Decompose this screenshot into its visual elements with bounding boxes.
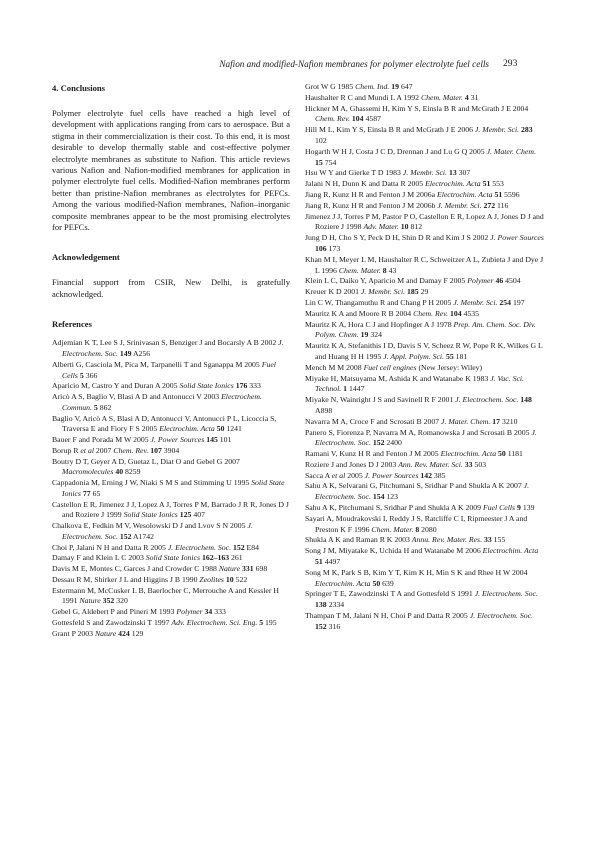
reference-text: 123 (384, 492, 399, 502)
reference-text: 254 (499, 297, 512, 307)
reference-text: 152 (372, 438, 385, 448)
reference-text: 107 (150, 445, 162, 455)
reference-text: 46 (495, 276, 504, 286)
reference-text: J. Vac. Sci. Technol. (315, 373, 524, 394)
reference-text: 324 (368, 330, 382, 340)
reference-entry (305, 93, 544, 104)
reference-text: J. Mater. Chem. (441, 416, 491, 426)
reference-text: 522 (233, 574, 248, 584)
reference-text: Grant P 2003 (52, 628, 95, 638)
page-number: 293 (503, 58, 518, 69)
reference-text: 50 (216, 424, 225, 434)
reference-text: A898 (315, 405, 333, 415)
reference-text: J. Appl. Polym. Sci. (383, 351, 445, 361)
reference-text: Chem. Mater. (371, 524, 414, 534)
reference-text: A1742 (131, 531, 155, 541)
reference-text: Chalkova E, Fedkin M V, Wesolowski D J and Lvov S N 2005 (52, 521, 248, 531)
reference-entry (305, 168, 544, 179)
reference-text: 51 (494, 189, 503, 199)
reference-text: 19 (360, 330, 369, 340)
reference-text: 4 (464, 92, 469, 102)
reference-text: 152 (232, 542, 245, 552)
reference-text: Macromolecules (62, 467, 114, 477)
reference-text: 5 (79, 370, 84, 380)
reference-text: Jiang R, Kunz H R and Fenton J M 2006b (305, 200, 438, 210)
reference-text: Aricò A S, Baglio V, Blasi A D and Antonucci V 2003 (52, 392, 222, 402)
reference-text: Chem. Mater. (338, 265, 381, 275)
reference-text: 181 (453, 351, 468, 361)
reference-text: J. Electrochem. Soc. (315, 481, 530, 502)
acknowledgement-paragraph: Financial support from CSIR, New Delhi, is gratefully acknowledged. (52, 277, 290, 299)
reference-text: Miyake H, Matsuyama M, Ashida K and Watanabe K 1983 (305, 373, 491, 383)
reference-text: Gebel G, Aldebert P and Pineri M 1993 (52, 607, 177, 617)
reference-entry (305, 104, 544, 126)
reference-text: 29 (418, 287, 429, 297)
reference-text: 34 (204, 607, 213, 617)
acknowledgement-heading: Acknowledgement (52, 252, 120, 263)
reference-text: Kreuer K D 2001 (305, 287, 361, 297)
reference-text: 173 (326, 243, 341, 253)
reference-text: 40 (115, 467, 124, 477)
reference-text: Shukla A K and Raman R K 2003 (305, 535, 412, 545)
reference-text: 366 (83, 370, 98, 380)
reference-text: Khan M I, Meyer L M, Haushalter R C, Schweitzer A L, Zubieta J and Dye J L 1996 (305, 254, 544, 275)
reference-entry (305, 125, 544, 147)
reference-text: Castellon E R, Jimenez J J, Lopez A J, Torres P M, Barrado J R R, Jones D J and Roziere J 1999 (52, 499, 289, 520)
reference-text: Jung D H, Cho S Y, Peck D H, Shin D R and Kim J S 2002 (305, 233, 491, 243)
reference-entry (52, 414, 290, 436)
reference-entry (52, 435, 290, 446)
reference-text: 116 (495, 200, 509, 210)
reference-text: Chem. Ind. (355, 82, 390, 91)
reference-entry (52, 360, 290, 382)
reference-text: Sacca A (305, 470, 332, 480)
reference-text: 129 (129, 628, 144, 638)
reference-text: J. Membr. Sci. (402, 168, 447, 178)
reference-entry (305, 147, 544, 169)
reference-entry (52, 338, 290, 360)
reference-entry (305, 460, 544, 471)
reference-text: Mauritz K A, Hora C J and Hopfinger A J 1978 (305, 319, 454, 329)
reference-text: 812 (408, 222, 423, 232)
reference-list-left (52, 338, 290, 639)
reference-entry (52, 392, 290, 414)
reference-entry (52, 500, 290, 522)
reference-text: J. Electrochem. Soc. (315, 427, 537, 448)
reference-text: Electrochim. Acta (436, 189, 493, 199)
reference-text: Roziere J and Jones D J 2003 (305, 459, 399, 469)
reference-text: Adv. Mater. (363, 222, 399, 232)
reference-text: 4535 (461, 308, 479, 318)
reference-text: 272 (483, 200, 496, 210)
reference-text: Jimenez J J, Torres P M, Pastor P O, Castellon E R, Lopez A J, Jones D J and Roziere J 1998 (305, 211, 544, 232)
reference-entry (52, 446, 290, 457)
reference-entry (305, 179, 544, 190)
reference-text: 104 (449, 308, 462, 318)
reference-text: 407 (191, 510, 205, 520)
reference-text: 5596 (502, 189, 520, 199)
reference-text: J. Electrochem. Soc. (469, 611, 533, 621)
reference-text: 2400 (384, 438, 402, 448)
reference-text: Ann. Rev. Mater. Sci. (398, 459, 463, 469)
reference-text: 352 (102, 596, 115, 606)
reference-text: et al (331, 470, 346, 480)
reference-text: 154 (372, 492, 385, 502)
reference-text: 149 (119, 349, 132, 359)
reference-text: 65 (90, 488, 101, 498)
reference-text: J. Power Sources (150, 435, 205, 445)
left-column (52, 82, 290, 639)
reference-text: Borup R (52, 445, 81, 455)
reference-text: 148 (520, 395, 532, 405)
reference-text: 43 (386, 265, 397, 275)
reference-text: Dessau R M, Shirker J L and Higgins J B 1990 (52, 574, 200, 584)
reference-text: 647 (399, 82, 413, 91)
reference-entry (305, 298, 544, 309)
reference-text: Hsu W Y and Gierke T D 1983 (305, 168, 403, 178)
reference-entry (305, 546, 544, 568)
reference-text: 102 (315, 135, 327, 145)
reference-text: Hickner M A, Ghassemi H, Kim Y S, Einsla B R and McGrath J E 2004 (305, 103, 529, 113)
reference-text: 50 (372, 578, 381, 588)
reference-text: Chem. Rev. (315, 114, 350, 124)
reference-text: Electrochim. Acta (425, 179, 481, 189)
reference-entry (305, 309, 544, 320)
reference-entry (52, 629, 290, 640)
reference-text: Panero S, Fiorenza P, Navarra M A, Romanowska J and Scrosati B 2005 (305, 427, 532, 437)
reference-entry (305, 535, 544, 546)
reference-text: 553 (490, 179, 504, 189)
reference-entry (305, 568, 544, 590)
reference-entry (52, 618, 290, 629)
reference-text: Mauritz K A and Moore R B 2004 (305, 308, 414, 318)
reference-entry (305, 514, 544, 536)
reference-text: 33 (483, 535, 492, 545)
reference-text: Damay F and Klein L C 2003 (52, 553, 146, 563)
reference-text: 333 (212, 607, 226, 617)
reference-list-right (305, 82, 544, 633)
reference-text: Miyake N, Wainright J S and Savinell R F 2001 (305, 395, 456, 405)
reference-text: 125 (179, 510, 192, 520)
reference-entry (305, 428, 544, 450)
reference-text: Nature (94, 628, 117, 638)
reference-text: 50 (498, 449, 506, 459)
reference-text: 2334 (326, 600, 345, 610)
reference-entry (305, 374, 544, 396)
reference-text: 333 (247, 381, 261, 391)
reference-text: 10 (225, 574, 234, 584)
reference-text: Hill M L, Kim Y S, Einsla B R and McGrath J E 2006 (305, 125, 475, 135)
reference-text: A256 (131, 349, 151, 359)
reference-text: 139 (520, 503, 535, 513)
reference-text: Adv. Electrochem. Sci. Eng. (171, 617, 258, 627)
reference-text: Grot W G 1985 (305, 82, 356, 91)
reference-text: (New Jersey: Wiley) (416, 362, 483, 372)
reference-text: Lin C W, Thangamuthu R and Chang P H 2005 (305, 297, 454, 307)
reference-text: 145 (206, 435, 218, 445)
reference-entry (305, 341, 544, 363)
reference-text: 142 (420, 470, 432, 480)
reference-text: 185 (407, 287, 419, 297)
reference-text: Sahu A K, Selvarani G, Pitchumani S, Sridhar P and Shukla A K 2007 (305, 481, 524, 491)
reference-text: 104 (351, 114, 364, 124)
reference-text: 316 (326, 621, 341, 631)
reference-text: Springer T E, Zawodzinski T A and Gottesfeld S 1991 (305, 589, 475, 599)
reference-text: Boutry D T, Geyer A D, Guetaz L, Diat O and Gebel G 2007 (52, 456, 240, 466)
reference-text: Song M K, Park S B, Kim Y T, Kim K H, Min S K and Rhee H W 2004 (305, 567, 528, 577)
reference-text: 15 (315, 157, 323, 167)
reference-text: 331 (242, 564, 254, 574)
reference-text: 55 (445, 351, 454, 361)
reference-text: 31 (468, 92, 479, 102)
reference-text: Mauritz K A, Stefanithis I D, Davis S V, Scheez R W, Pope R K, Wilkes G L and Huang H H 1995 (305, 341, 543, 361)
reference-entry (305, 233, 544, 255)
reference-text: Sayari A, Moudrakovski I, Reddy J S, Ratcliffe C I, Ripmeester J A and Preston K F 1996 (305, 513, 528, 534)
reference-entry (305, 320, 544, 342)
reference-text: J. Electrochem. Soc. (167, 542, 232, 552)
reference-text: 8259 (123, 467, 141, 477)
reference-text: Sahu A K, Pitchumani S, Sridhar P and Shukla A K 2009 (305, 503, 483, 513)
reference-entry (305, 611, 544, 633)
reference-text: 19 (391, 82, 400, 91)
reference-text: Nature (218, 564, 241, 574)
reference-text: Baglio V, Aricò A S, Blasi A D, Antonucci V, Antonucci P L, Licoccia S, Traversa E and Fiory F S 2005 (52, 413, 277, 434)
reference-text: 4504 (503, 276, 521, 286)
reference-entry (305, 276, 544, 287)
reference-text: Cappadonia M, Erning J W, Niaki S M S and Stimming U 1995 (52, 478, 252, 488)
running-header-title: Nafion and modified-Nafion membranes for polymer electrolyte fuel cells (219, 59, 489, 69)
reference-text: J. Membr. Sci. (474, 125, 520, 135)
reference-entry (305, 363, 544, 374)
reference-text: Nature (79, 596, 101, 606)
reference-text: Hogarth W H J, Costa J C D, Drennan J and Lu G Q 2005 (305, 146, 487, 156)
reference-text: 1241 (224, 424, 242, 434)
reference-text: 320 (114, 596, 128, 606)
reference-text: 503 (472, 459, 487, 469)
reference-text: J. Mater. Chem. (486, 146, 536, 156)
reference-text: Annu. Rev. Mater. Res. (411, 535, 483, 545)
reference-text: Electrochim. Acta (482, 546, 539, 556)
reference-text: Chem. Mater. (420, 92, 463, 102)
reference-text: 2007 (93, 445, 114, 455)
reference-text: 5 (259, 617, 264, 627)
reference-text: 4497 (322, 557, 341, 567)
reference-text: J. Power Sources (490, 233, 544, 243)
reference-text: Jiang R, Kunz H R and Fenton J M 2006a (305, 189, 437, 199)
reference-text: Bauer F and Porada M W 2005 (52, 435, 151, 445)
reference-text: 1 (343, 384, 348, 394)
reference-text: 77 (82, 488, 91, 498)
reference-text: Chem. Rev. (413, 308, 448, 318)
reference-text: Electrochim. Acta (315, 578, 371, 588)
reference-text: Gottesfeld S and Zawodzinski T 1997 (52, 617, 172, 627)
reference-entry (52, 381, 290, 392)
reference-text: J. Membr. Sci. (360, 287, 406, 297)
reference-text: 283 (520, 125, 533, 135)
reference-text: 1181 (505, 449, 523, 459)
reference-entry (305, 201, 544, 212)
reference-text: Chem. Rev. (113, 445, 149, 455)
reference-text: 51 (482, 179, 491, 189)
reference-entry (52, 564, 290, 575)
reference-text: 8 (382, 265, 387, 275)
reference-text: 2005 (345, 470, 365, 480)
reference-text: Choi P, Jalani N H and Datta R 2005 (52, 542, 168, 552)
reference-text: Solid State Ionics (145, 553, 201, 563)
reference-text: Adjemian K T, Lee S J, Srinivasan S, Benziger J and Bocarsly A B 2002 (52, 338, 279, 348)
reference-entry (305, 212, 544, 234)
reference-entry (305, 471, 544, 482)
reference-text: Alberti G, Casciola M, Pica M, Tarpanelli T and Sganappa M 2005 (52, 359, 262, 369)
reference-text: 862 (97, 402, 112, 412)
reference-text: Zeolites (199, 574, 224, 584)
reference-text: 106 (315, 243, 327, 253)
reference-entry (52, 607, 290, 618)
reference-entry (305, 503, 544, 514)
reference-text: 33 (464, 459, 473, 469)
reference-entry (52, 521, 290, 543)
reference-text: Polymer (176, 607, 203, 617)
reference-text: 307 (456, 168, 471, 178)
reference-text: 197 (511, 297, 525, 307)
reference-text: 4587 (363, 114, 381, 124)
reference-text: Klein L C, Daiko Y, Aparicio M and Damay F 2005 (305, 276, 468, 286)
reference-text: J. Membr. Sci. (437, 200, 482, 210)
reference-text: 155 (491, 535, 506, 545)
reference-text: Jalani N H, Dunn K and Datta R 2005 (305, 179, 426, 189)
reference-text: 13 (448, 168, 457, 178)
reference-text: 2080 (419, 524, 437, 534)
reference-entry (305, 82, 544, 93)
reference-text: J. Membr. Sci. (453, 297, 498, 307)
reference-entry (52, 586, 290, 608)
reference-entry (52, 478, 290, 500)
reference-entry (305, 589, 544, 611)
reference-entry (52, 543, 290, 554)
reference-text: 162–163 (201, 553, 230, 563)
conclusions-heading: 4. Conclusions (52, 83, 106, 93)
reference-text: 3904 (161, 445, 180, 455)
reference-text: Haushalter R C and Mundi L A 1992 (305, 92, 421, 102)
reference-text: Navarra M A, Croce F and Scrosati B 2007 (305, 416, 442, 426)
reference-text: 261 (229, 553, 243, 563)
reference-text: J. Electrochem. Soc. (62, 521, 253, 541)
reference-text: Ramani V, Kunz H R and Fenton J M 2005 (305, 449, 441, 459)
reference-text: 698 (253, 564, 268, 574)
reference-text: Song J M, Miyatake K, Uchida H and Watanabe M 2006 (305, 546, 483, 556)
reference-text: Electrochim. Acta (159, 424, 215, 434)
reference-text: Fuel cell engines (363, 362, 417, 372)
right-column (305, 82, 544, 633)
reference-entry (305, 449, 544, 460)
reference-text: 424 (118, 628, 130, 638)
reference-text: Estermann M, McCusker L B, Baerlocher C, Merrouche A and Kessler H 1991 (52, 585, 279, 606)
reference-text: 5 (93, 402, 98, 412)
reference-entry (305, 395, 544, 417)
conclusions-paragraph: Polymer electrolyte fuel cells have reached a high level of development with applications ranging from cars to aerospace. But a stigma in their commercialization is their cost. To this end, it is most desirable to develop thermally stable and cost-effective polymer electrolyte membranes as substitute to Nafion. This article reviews various Nafion and Nafion-modified membranes for application in polymer electrolyte fuel cells. Modified-Nafion membranes perform better than pristine-Nafion membranes as electrolytes for PEFCs. Among the various modified-Nafion membranes, Nafion–inorganic composite membranes appear to be the most promising electrolytes for PEFCs. (52, 108, 290, 233)
reference-text: Electrochim. Acta (440, 449, 497, 459)
reference-entry (305, 481, 544, 503)
reference-text: 385 (431, 470, 446, 480)
reference-text: Fuel Cells (62, 359, 276, 380)
reference-entry (52, 575, 290, 586)
reference-entry (305, 417, 544, 428)
reference-text: E84 (244, 542, 259, 552)
reference-text: J. Power Sources (364, 470, 419, 480)
reference-text: Davis M E, Montes C, Garces J and Crowder C 1988 (52, 564, 219, 574)
reference-text: 101 (217, 435, 232, 445)
reference-text: 639 (380, 578, 394, 588)
reference-text: 176 (235, 381, 248, 391)
reference-text: Fuel Cells (482, 503, 516, 513)
reference-text: 195 (263, 617, 277, 627)
reference-entry (305, 190, 544, 201)
reference-text: Mench M M 2008 (305, 362, 364, 372)
reference-text: 152 (315, 621, 327, 631)
reference-entry (305, 255, 544, 277)
reference-text: Solid State Ionics (62, 478, 285, 498)
reference-text: J. Electrochem. Soc. (455, 395, 519, 405)
references-heading: References (52, 319, 92, 330)
reference-text: 8 (415, 524, 420, 534)
reference-text: Aparicio M, Castro Y and Duran A 2005 (52, 381, 180, 391)
reference-text: Thampan T M, Jalani N H, Choi P and Datta R 2005 (305, 611, 470, 621)
reference-entry (305, 287, 544, 298)
reference-entry (52, 457, 290, 479)
reference-text: 152 (119, 531, 132, 541)
reference-text: J. Electrochem. Soc. (474, 589, 538, 599)
reference-text: 3210 (500, 416, 518, 426)
reference-text: Solid State Ionics (123, 510, 178, 520)
reference-text: 754 (322, 157, 337, 167)
reference-text: 10 (400, 222, 409, 232)
reference-text: 1447 (347, 384, 365, 394)
reference-text: Solid State Ionics (179, 381, 234, 391)
reference-text: 51 (315, 557, 323, 567)
reference-text: Prep. Am. Chem. Soc. Div. Polym. Chem. (315, 319, 536, 340)
reference-text: Electrochem. Commun. (62, 392, 262, 412)
running-header (0, 57, 595, 71)
reference-text: et al (80, 445, 94, 455)
reference-text: 138 (315, 600, 327, 610)
reference-text: 17 (492, 416, 501, 426)
reference-text: 9 (517, 503, 521, 513)
reference-entry (52, 553, 290, 564)
reference-text: J. Electrochem. Soc. (62, 338, 284, 359)
reference-text: Polymer (467, 276, 494, 286)
